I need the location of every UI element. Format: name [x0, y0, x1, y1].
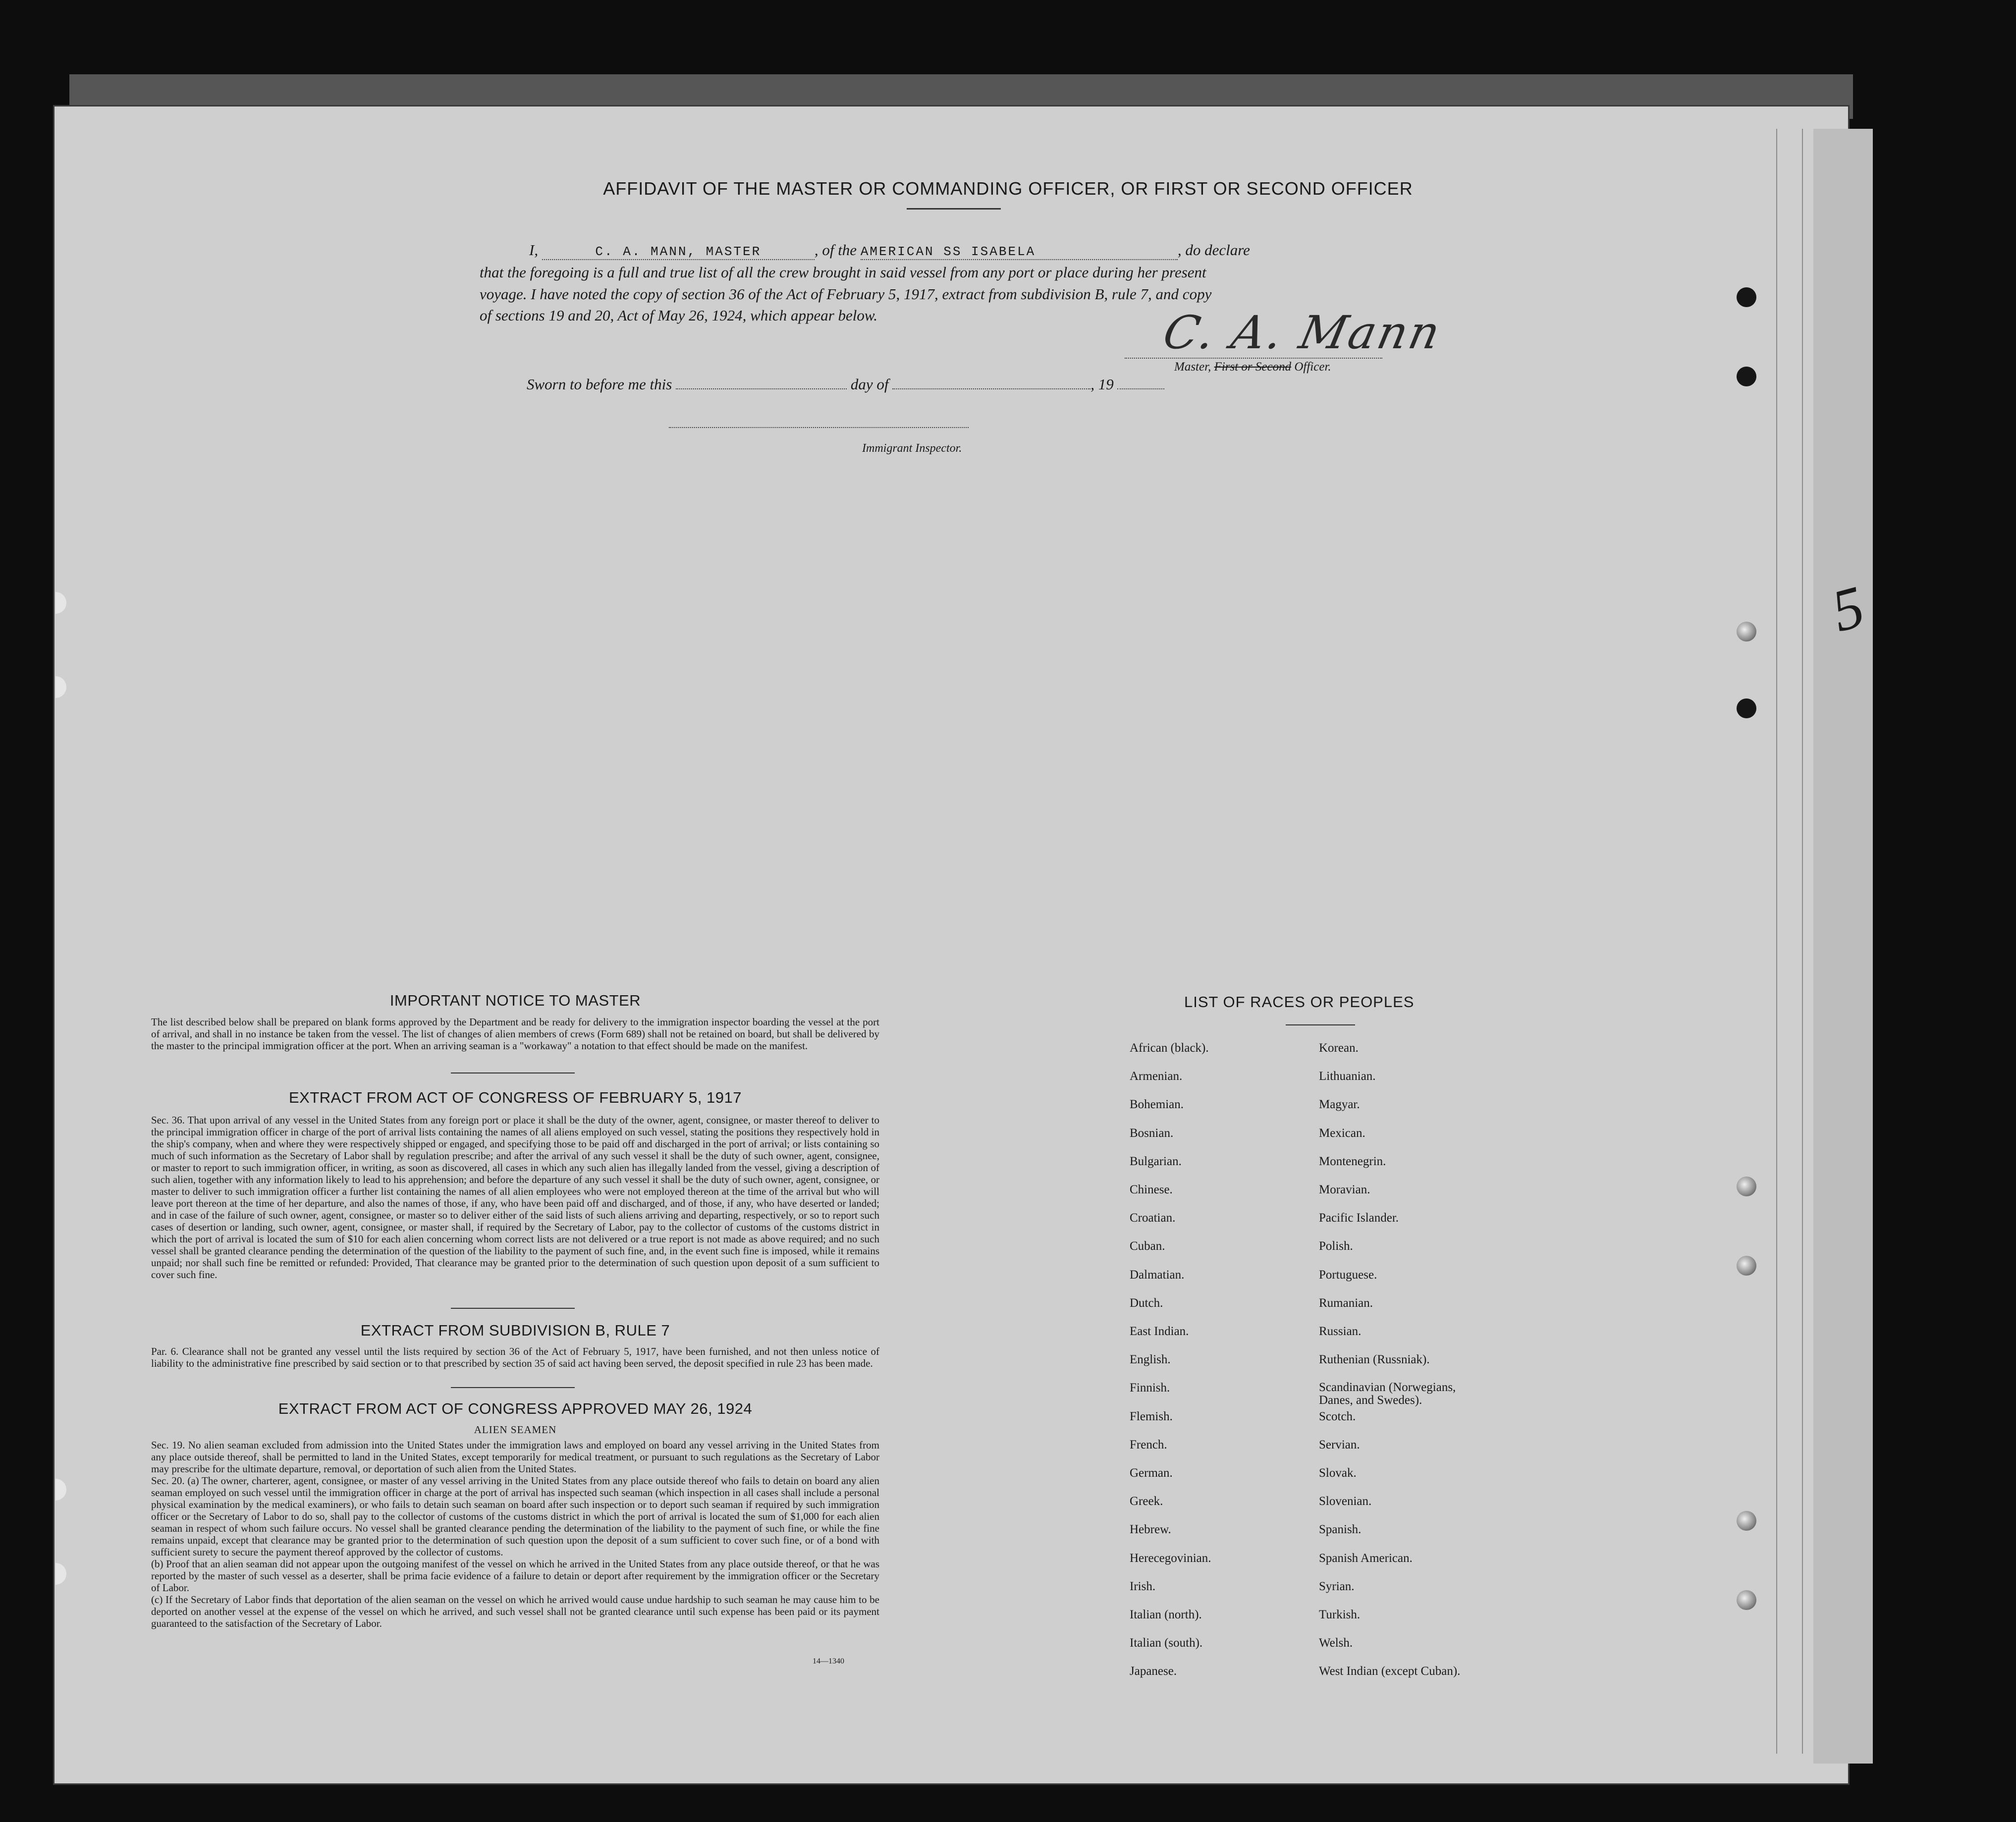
race-entry: Irish.	[1130, 1579, 1156, 1593]
race-entry: French.	[1130, 1438, 1167, 1451]
vessel-field	[861, 241, 1178, 260]
race-entry: Servian.	[1319, 1438, 1360, 1451]
race-entry: Ruthenian (Russniak).	[1319, 1353, 1430, 1367]
affidavit-line-3: voyage. I have noted the copy of section 36 of the Act of February 5, 1917, extract from subdivision B, rule 7, and copy	[480, 285, 1212, 303]
race-entry: Slovak.	[1319, 1466, 1357, 1480]
sec20c-text: (c) If the Secretary of Labor finds that deportation of the alien seaman on the vessel on which he arrived would cause undue hardship to such seaman he may cause him to be deported on another vessel at the expense of the vessel on which he arrived, and such vessel shall not be granted clearance until such expense has been paid or its payment guaranteed to the satisfaction of the Secretary of Labor.	[151, 1594, 879, 1629]
notice-title: IMPORTANT NOTICE TO MASTER	[389, 992, 641, 1009]
binder-hole	[1737, 698, 1756, 718]
rule7-rule	[451, 1387, 575, 1388]
binder-hole	[1737, 622, 1756, 642]
race-entry: Herecegovinian.	[1130, 1551, 1211, 1565]
alien-seamen-subtitle: ALIEN SEAMEN	[474, 1424, 557, 1436]
race-entry: German.	[1130, 1466, 1173, 1480]
race-entry: Rumanian.	[1319, 1296, 1373, 1310]
struck-officer-label: First or Second	[1214, 360, 1292, 374]
binder-hole	[1737, 1177, 1756, 1196]
race-entry: Welsh.	[1319, 1636, 1353, 1650]
of-the-text: , of the	[814, 241, 857, 259]
day-of-text: day of	[850, 375, 889, 393]
master-label: Master,	[1174, 360, 1211, 374]
race-entry: West Indian (except Cuban).	[1319, 1664, 1461, 1678]
race-entry: Dalmatian.	[1130, 1268, 1185, 1282]
rule7-text: Par. 6. Clearance shall not be granted any vessel until the lists required by section 36 of the Act of February 5, 1917, have been furnished, and not then unless notice of liability to the administrative fine prescribed by said section or to that prescribed by section 35 of said act having been served, the deposit specified in rule 23 has been made.	[151, 1345, 879, 1369]
inspector-label: Immigrant Inspector.	[862, 442, 962, 455]
binder-hole	[1737, 1511, 1756, 1531]
race-entry: Spanish American.	[1319, 1551, 1413, 1565]
race-entry: Russian.	[1319, 1325, 1362, 1338]
race-entry: Dutch.	[1130, 1296, 1163, 1310]
affidavit-line-1	[529, 241, 1431, 260]
form-number: 14—1340	[813, 1657, 844, 1665]
race-entry: Montenegrin.	[1319, 1154, 1386, 1168]
sec19-text: Sec. 19. No alien seaman excluded from admission into the United States under the immigration laws and employed on board any vessel arriving in the United States from any place outside thereof, shall be permitted to land in the United States, except temporarily for medical treatment, or pursuant to such regulations as the Secretary of Labor may prescribe for the ultimate departure, removal, or deportation of such alien from the United States.	[151, 1439, 879, 1475]
sworn-year-field[interactable]	[1117, 388, 1164, 389]
race-entry: English.	[1130, 1353, 1171, 1367]
race-entry: Finnish.	[1130, 1381, 1170, 1395]
race-entry: Mexican.	[1319, 1126, 1365, 1140]
binder-hole	[1737, 287, 1756, 307]
races-title: LIST OF RACES OR PEOPLES	[1184, 993, 1415, 1011]
race-entry: Italian (south).	[1130, 1636, 1203, 1650]
vessel-value: AMERICAN SS ISABELA	[860, 244, 1036, 259]
sworn-month-field[interactable]	[892, 388, 1090, 389]
race-entry: Magyar.	[1319, 1098, 1360, 1112]
affidavit-i: I,	[529, 241, 539, 259]
race-entry: Moravian.	[1319, 1183, 1370, 1196]
binder-hole	[1737, 367, 1756, 386]
race-entry: East Indian.	[1130, 1325, 1189, 1338]
race-entry: Flemish.	[1130, 1409, 1173, 1423]
notice-rule	[451, 1072, 575, 1073]
race-entry: Armenian.	[1130, 1070, 1183, 1083]
race-entry: Polish.	[1319, 1239, 1353, 1253]
officer-label: Officer.	[1294, 360, 1331, 374]
race-entry: African (black).	[1130, 1041, 1209, 1055]
sec20a-text: Sec. 20. (a) The owner, charterer, agent, consignee, or master of any vessel arriving in the United States from any place outside thereof who fails to detain on board any alien seaman employed on such vessel until the immigration officer in charge at the port of arrival has inspected such seaman (which inspection in all cases shall include a personal physical examination by the medical examiners), or who fails to detain such seaman on board after such inspection or to deport such seaman if required by such immigration officer or the Secretary of Labor to do so, shall pay to the collector of customs of the customs district in which the port of arrival is located the sum of $1,000 for each alien seaman in respect of whom such failure occurs. No vessel shall be granted clearance pending the determination of the liability to the payment of such fine, or while the fine remains unpaid, except that clearance may be granted prior to the determination of such question upon the deposit of a sum sufficient to cover such fine, or of a bond with sufficient surety to secure the payment thereof approved by the collector of customs.	[151, 1475, 879, 1558]
race-entry: Lithuanian.	[1319, 1070, 1376, 1083]
extract-1924-body	[151, 1439, 879, 1629]
race-entry: Italian (north).	[1130, 1608, 1202, 1621]
signature-caption	[1174, 360, 1331, 374]
affidavit-title: AFFIDAVIT OF THE MASTER OR COMMANDING OFFICER, OR FIRST OR SECOND OFFICER	[603, 178, 1413, 199]
races-rule	[1286, 1024, 1355, 1025]
rule7-title: EXTRACT FROM SUBDIVISION B, RULE 7	[360, 1322, 670, 1339]
race-entry: Spanish.	[1319, 1523, 1362, 1537]
master-name-value: C. A. MANN, MASTER	[595, 244, 762, 259]
extract-1917-text: Sec. 36. That upon arrival of any vessel in the United States from any foreign port or place it shall be the duty of the owner, agent, consignee, or master thereof to deliver to the principal immigration officer in charge of the port of arrival lists containing the names of all aliens employed on such vessel, stating the positions they respectively hold in the ship's company, when and where they were respectively shipped or engaged, and specifying those to be paid off and discharged in the port of arrival; or lists containing so much of such information as the Secretary of Labor shall by regulation prescribe; and after the arrival of any such vessel it shall be the duty of such owner, agent, consignee, or master to report to such immigration officer, in writing, as soon as discovered, all cases in which any such alien has illegally landed from the vessel, giving a description of such alien, together with any information likely to lead to his apprehension; and before the departure of any such vessel it shall be the duty of such owner, agent, consignee, or master to deliver to such immigration officer a further list containing the names of all alien employees who were not employed thereon at the time of the arrival but who will leave port thereon at the time of her departure, and also the names of those, if any, who have been paid off and discharged, and of those, if any, who have deserted or landed; and in case of the failure of such owner, agent, consignee, or master so to deliver either of the said lists of such aliens arriving and departing, respectively, or so to report such cases of desertion or landing, such owner, agent, consignee, or master shall, if required by the Secretary of Labor, pay to the collector of customs of the customs district in which the port of arrival is located the sum of $10 for each alien concerning whom correct lists are not delivered or a true report is not made as above required; and no such vessel shall be granted clearance pending the determination of the question of the liability to the payment of such fine, and, in the event such fine is imposed, while it remains unpaid; nor shall such fine be remitted or refunded: Provided, That clearance may be granted prior to the determination of such question upon deposit of a sum sufficient to cover such fine.	[151, 1114, 879, 1281]
page-fold-strip	[1776, 129, 1803, 1754]
sworn-line	[527, 375, 1164, 393]
extract-1917-title: EXTRACT FROM ACT OF CONGRESS OF FEBRUARY 5, 1917	[288, 1089, 742, 1106]
race-entry: Chinese.	[1130, 1183, 1173, 1196]
extract-1917-rule	[451, 1308, 575, 1309]
master-name-field	[542, 241, 815, 260]
signature-line	[1125, 358, 1382, 359]
binder-hole	[1737, 1590, 1756, 1610]
race-entry: Slovenian.	[1319, 1495, 1372, 1508]
race-entry: Scandinavian (Norwegians, Danes, and Swedes).	[1319, 1381, 1456, 1407]
affidavit-line-2: that the foregoing is a full and true list of all the crew brought in said vessel from any port or place during her present	[480, 264, 1206, 281]
inspector-signature-line	[669, 427, 969, 428]
race-entry: Bosnian.	[1130, 1126, 1174, 1140]
sec20b-text: (b) Proof that an alien seaman did not appear upon the outgoing manifest of the vessel on which he arrived in the United States from any place outside thereof, or that he was reported by the master of such vessel as a deserter, shall be prima facie evidence of a failure to detain or deport after requirement by the immigration officer or the Secretary of Labor.	[151, 1558, 879, 1594]
sworn-day-field[interactable]	[676, 388, 847, 389]
race-entry: Scotch.	[1319, 1409, 1356, 1423]
race-entry: Bulgarian.	[1130, 1154, 1182, 1168]
race-entry: Pacific Islander.	[1319, 1211, 1399, 1225]
race-entry: Greek.	[1130, 1495, 1163, 1508]
race-entry: Bohemian.	[1130, 1098, 1184, 1112]
race-entry: Turkish.	[1319, 1608, 1361, 1621]
notice-text: The list described below shall be prepared on blank forms approved by the Department and be ready for delivery to the immigration inspector boarding the vessel at the port of arrival, and shall in no instance be taken from the vessel. The list of changes of alien members of crews (Form 689) shall not be retained on board, but shall be delivered by the master to the principal immigration officer at the port. When an arriving seaman is a "workaway" a notation to that effect should be made on the manifest.	[151, 1016, 879, 1052]
title-rule	[907, 208, 1001, 210]
race-entry: Croatian.	[1130, 1211, 1176, 1225]
race-entry: Cuban.	[1130, 1239, 1165, 1253]
race-entry: Hebrew.	[1130, 1523, 1171, 1537]
underlying-page-edge	[1813, 129, 1873, 1764]
sworn-text: Sworn to before me this	[527, 375, 672, 393]
race-entry: Portuguese.	[1319, 1268, 1377, 1282]
race-entry: Syrian.	[1319, 1579, 1355, 1593]
margin-mark: 5	[1825, 573, 1871, 644]
binder-hole	[1737, 1256, 1756, 1276]
race-entry: Korean.	[1319, 1041, 1359, 1055]
extract-1924-title: EXTRACT FROM ACT OF CONGRESS APPROVED MAY 26, 1924	[278, 1400, 753, 1417]
race-entry: Japanese.	[1130, 1664, 1177, 1678]
master-signature: C. A. Mann	[1158, 306, 1447, 359]
year-text: , 19	[1090, 375, 1114, 393]
declare-text: , do declare	[1177, 241, 1250, 259]
affidavit-line-4: of sections 19 and 20, Act of May 26, 1924, which appear below.	[480, 307, 878, 324]
